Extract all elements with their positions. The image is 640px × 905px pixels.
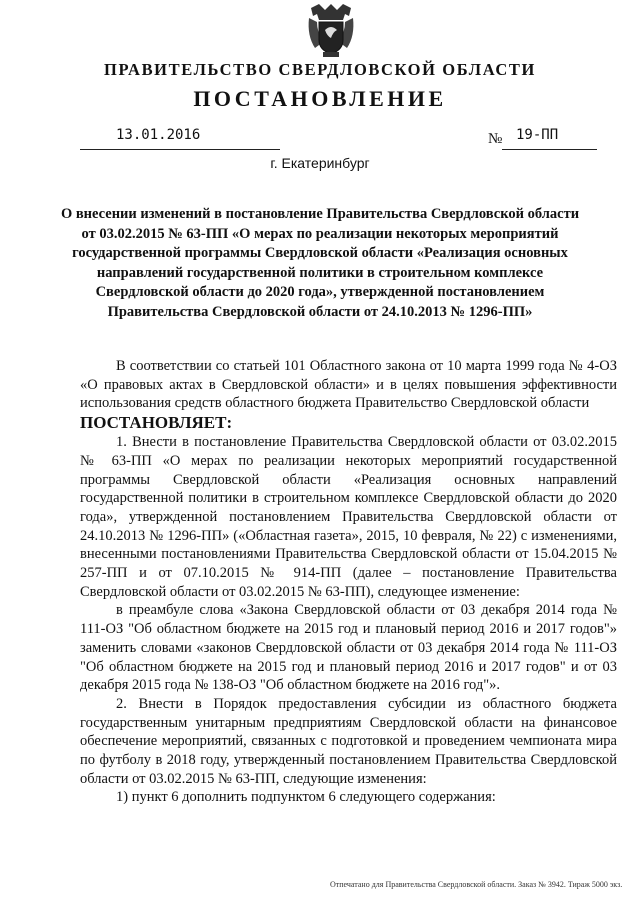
number-sign: № [488, 131, 503, 147]
date-underline [80, 149, 280, 150]
document-body [80, 357, 617, 807]
city: г. Екатеринбург [270, 155, 370, 171]
item-1-text-paragraph: в преамбуле слова «Закона Свердловской области от 03 декабря 2014 года № 111-ОЗ "Об областном бюджете на 2015 год и плановый период 2016 и 2017 годов"» заменить словами «законов Свердловской области от 03 декабря 2014 года № 111-ОЗ "Об областном бюджете на 2015 год и плановый период 2016 и 2017 годов" и от 03 декабря 2015 года № 138-ОЗ "Об областном бюджете на 2016 год"». [80, 602, 617, 694]
decree-heading: ПОСТАНОВЛЯЕТ: [80, 413, 233, 433]
item-1-paragraph: 1. Внести в постановление Правительства Свердловской области от 03.02.2015 № 63-ПП «О мерах по реализации некоторых мероприятий государственной программы Свердловской области «Реализация основных направлений государственной политики в строительном комплексе Свердловской области до 2020 года», утвержденной постановлением Правительства Свердловской области от 24.10.2013 № 1296-ПП» («Областная газета», 2015, 10 февраля, № 22) с изменениями, внесенными постановлениями Правительства Свердловской области от 15.04.2015 № 257-ПП и от 07.10.2015 № 914-ПП (далее – постановление Правительства Свердловской области от 03.02.2015 № 63-ПП), следующее изменение: [80, 434, 617, 600]
document-kind: ПОСТАНОВЛЕНИЕ [193, 86, 447, 111]
preamble-paragraph: В соответствии со статьей 101 Областного закона от 10 марта 1999 года № 4-ОЗ «О правовых актах в Свердловской области» и в целях повышения эффективности использования средств областного бюджета Правительство Свердловской области [80, 358, 617, 412]
organization-name: ПРАВИТЕЛЬСТВО СВЕРДЛОВСКОЙ ОБЛАСТИ [104, 60, 536, 79]
document-number: 19-ПП [516, 127, 559, 143]
document-title: О внесении изменений в постановление Правительства Свердловской области от 03.02.2015 № 63-ПП «О мерах по реализации некоторых мероприятий государственной программы Свердловской области «Реализация основных направлений государственной политики в строительном комплексе Свердловской области до 2020 года», утвержденной постановлением Правительства Свердловской области от 24.10.2013 № 1296-ПП» [60, 206, 580, 320]
item-2-subitem: 1) пункт 6 дополнить подпунктом 6 следующего содержания: [116, 789, 496, 806]
document-date: 13.01.2016 [116, 127, 201, 143]
number-underline [502, 149, 597, 150]
item-2-paragraph: 2. Внести в Порядок предоставления субсидии из областного бюджета государственным унитарным предприятиям Свердловской области на финансовое обеспечение мероприятий, связанных с подготовкой и проведением чемпионата мира по футболу в 2018 году, утвержденный постановлением Правительства Свердловской области от 03.02.2015 № 63-ПП, следующие изменения: [80, 695, 617, 787]
print-footer: Отпечатано для Правительства Свердловской области. Заказ № 3942. Тираж 5000 экз. [330, 880, 623, 889]
coat-of-arms-icon [305, 2, 357, 58]
